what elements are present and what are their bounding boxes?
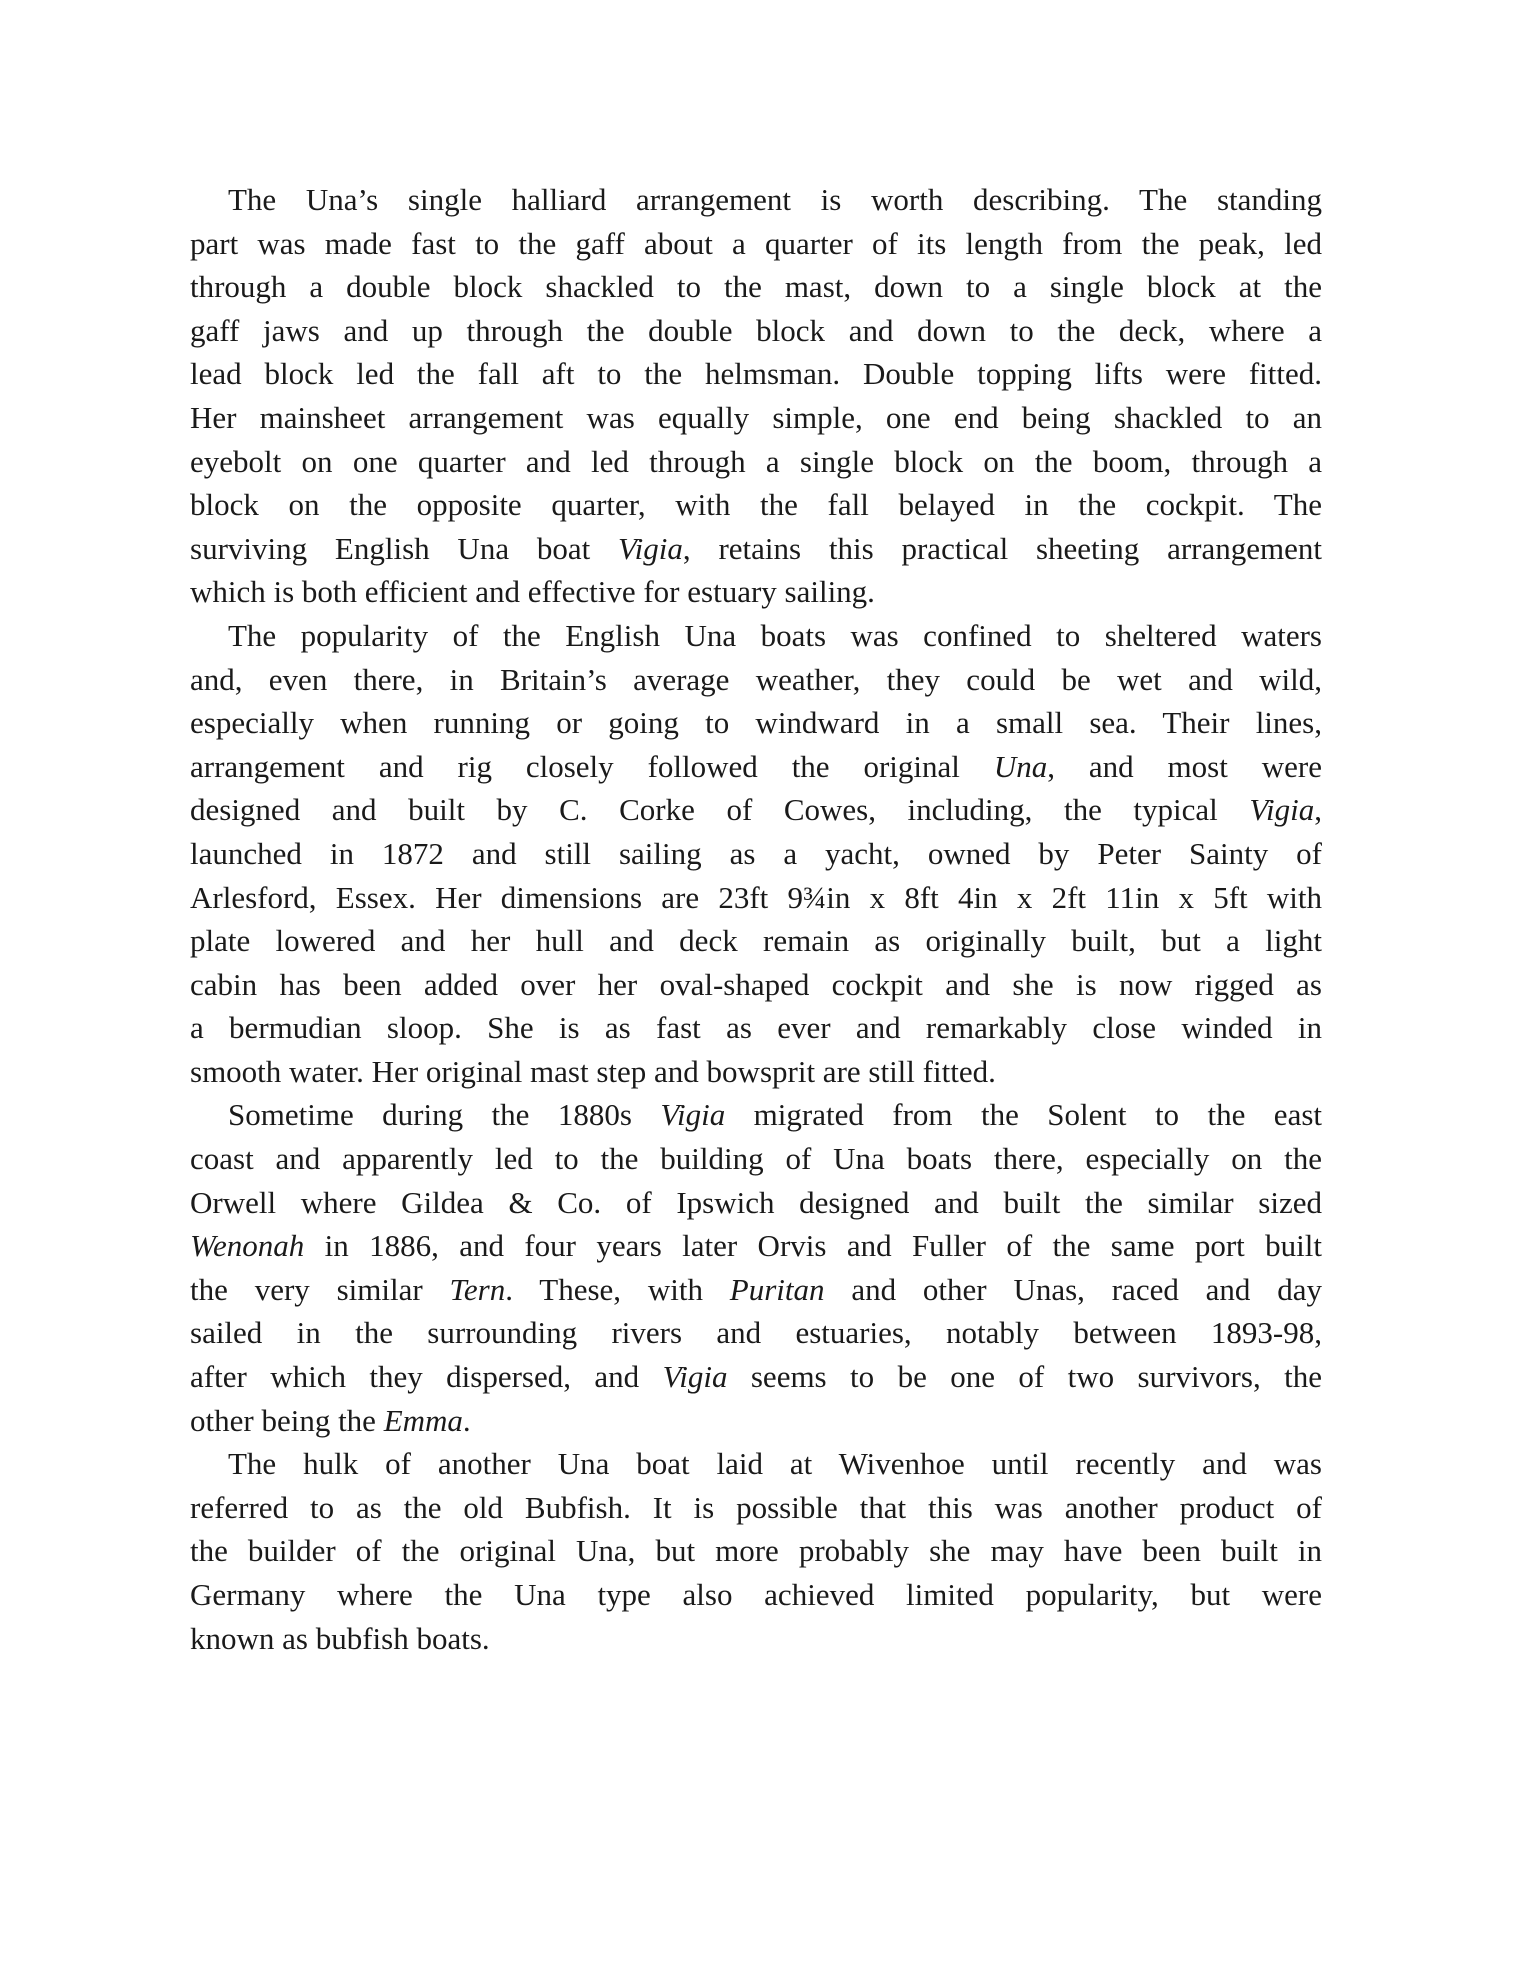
text-segment: . — [462, 1402, 471, 1438]
text-line — [190, 1093, 1322, 1137]
text-segment: gaff jaws and up through the double block and down to the deck, where a — [190, 312, 1322, 348]
text-line — [190, 658, 1322, 702]
text-line — [190, 1050, 1322, 1094]
text-segment: Her mainsheet arrangement was equally simple, one end being shackled to an — [190, 399, 1322, 435]
text-segment: the very similar — [190, 1271, 450, 1307]
text-line — [190, 483, 1322, 527]
text-segment: cabin has been added over her oval-shaped cockpit and she is now rigged as — [190, 966, 1322, 1002]
text-segment: . These, with — [505, 1271, 730, 1307]
text-segment: plate lowered and her hull and deck remain as originally built, but a light — [190, 923, 1322, 959]
text-line — [190, 1006, 1322, 1050]
text-line — [190, 1573, 1322, 1617]
text-line — [190, 1617, 1322, 1661]
text-line — [190, 1355, 1322, 1399]
italic-text: Emma — [383, 1402, 463, 1438]
text-line — [190, 527, 1322, 571]
text-line — [190, 1311, 1322, 1355]
text-line — [190, 919, 1322, 963]
text-segment: arrangement and rig closely followed the original — [190, 748, 994, 784]
text-segment: , retains this practical sheeting arrangement — [682, 530, 1322, 566]
text-segment: part was made fast to the gaff about a quarter of its length from the peak, led — [190, 225, 1322, 261]
text-line — [190, 1442, 1322, 1486]
italic-text: Puritan — [729, 1271, 825, 1307]
text-line — [190, 396, 1322, 440]
text-segment: coast and apparently led to the building of Una boats there, especially on the — [190, 1141, 1322, 1177]
text-segment: other being the — [190, 1402, 384, 1438]
text-segment: Orwell where Gildea & Co. of Ipswich designed and built the similar sized — [190, 1184, 1322, 1220]
paragraph — [190, 614, 1322, 1094]
text-segment: through a double block shackled to the mast, down to a single block at the — [190, 269, 1322, 305]
text-segment: migrated from the Solent to the east — [725, 1097, 1322, 1133]
text-segment: known as bubfish boats. — [190, 1620, 490, 1656]
paragraph — [190, 178, 1322, 614]
text-line — [190, 309, 1322, 353]
italic-text: Vigia — [660, 1097, 726, 1133]
text-segment: which is both efficient and effective for estuary sailing. — [190, 574, 875, 610]
italic-text: Tern — [449, 1271, 506, 1307]
text-segment: in 1886, and four years later Orvis and Fuller of the same port built — [304, 1228, 1322, 1264]
text-line — [190, 222, 1322, 266]
italic-text: Wenonah — [190, 1228, 305, 1264]
italic-text: Una — [993, 748, 1048, 784]
text-segment: and other Unas, raced and day — [824, 1271, 1322, 1307]
text-segment: surviving English Una boat — [190, 530, 619, 566]
text-line — [190, 1529, 1322, 1573]
text-line — [190, 1181, 1322, 1225]
text-line — [190, 832, 1322, 876]
text-line — [190, 963, 1322, 1007]
text-segment: The popularity of the English Una boats was confined to sheltered waters — [228, 617, 1322, 653]
text-line — [190, 178, 1322, 222]
italic-text: Vigia — [618, 530, 683, 566]
text-segment: , and most were — [1047, 748, 1322, 784]
text-segment: launched in 1872 and still sailing as a yacht, owned by Peter Sainty of — [190, 835, 1322, 871]
text-line — [190, 352, 1322, 396]
text-segment: Germany where the Una type also achieved limited popularity, but were — [190, 1577, 1322, 1612]
text-line — [190, 614, 1322, 658]
paragraph — [190, 1093, 1322, 1442]
text-segment: referred to as the old Bubfish. It is possible that this was another product of — [190, 1489, 1322, 1525]
text-segment: sailed in the surrounding rivers and estuaries, notably between 1893-98, — [190, 1315, 1322, 1351]
text-line — [190, 440, 1322, 484]
text-line — [190, 570, 1322, 614]
text-segment: lead block led the fall aft to the helmsman. Double topping lifts were fitted. — [190, 356, 1322, 392]
text-segment: smooth water. Her original mast step and bowsprit are still fitted. — [190, 1053, 996, 1089]
text-segment: and, even there, in Britain’s average weather, they could be wet and wild, — [190, 661, 1322, 697]
text-segment: The hulk of another Una boat laid at Wivenhoe until recently and was — [228, 1446, 1322, 1482]
text-line — [190, 701, 1322, 745]
text-segment: designed and built by C. Corke of Cowes, including, the typical — [190, 792, 1250, 828]
text-segment: , — [1314, 792, 1322, 828]
text-segment: eyebolt on one quarter and led through a single block on the boom, through a — [190, 443, 1322, 479]
text-segment: Arlesford, Essex. Her dimensions are 23ft 9¾in x 8ft 4in x 2ft 11in x 5ft with — [190, 879, 1322, 915]
text-segment: The Una’s single halliard arrangement is worth describing. The standing — [228, 182, 1322, 217]
text-line — [190, 1268, 1322, 1312]
text-segment: the builder of the original Una, but more probably she may have been built in — [190, 1533, 1322, 1569]
text-line — [190, 1224, 1322, 1268]
italic-text: Vigia — [662, 1359, 728, 1395]
paragraph — [190, 1442, 1322, 1660]
text-segment: especially when running or going to windward in a small sea. Their lines, — [190, 705, 1322, 741]
page-body — [190, 178, 1322, 1660]
text-segment: Sometime during the 1880s — [228, 1097, 661, 1133]
text-line — [190, 265, 1322, 309]
text-line — [190, 1486, 1322, 1530]
italic-text: Vigia — [1249, 792, 1315, 828]
text-segment: after which they dispersed, and — [190, 1359, 663, 1395]
text-segment: block on the opposite quarter, with the fall belayed in the cockpit. The — [190, 487, 1322, 523]
text-line — [190, 788, 1322, 832]
text-line — [190, 1399, 1322, 1443]
text-line — [190, 876, 1322, 920]
text-segment: a bermudian sloop. She is as fast as ever and remarkably close winded in — [190, 1010, 1322, 1046]
text-line — [190, 1137, 1322, 1181]
text-segment: seems to be one of two survivors, the — [727, 1359, 1322, 1395]
text-line — [190, 745, 1322, 789]
